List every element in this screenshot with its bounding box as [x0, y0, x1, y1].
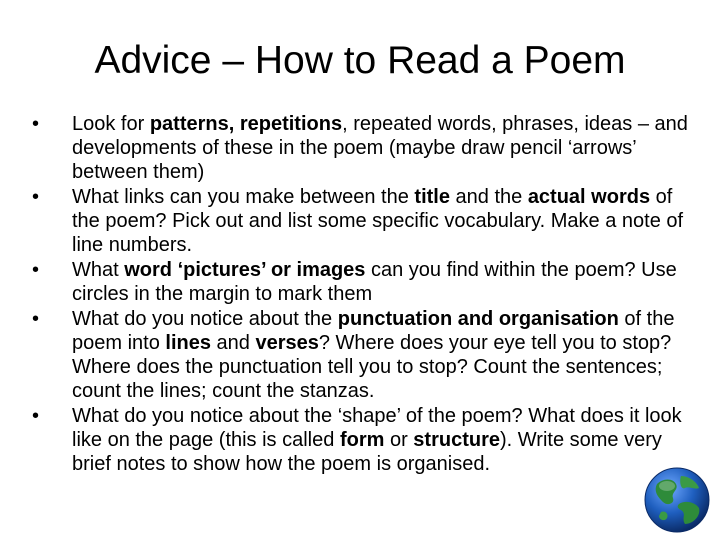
bullet-item-1 — [22, 112, 702, 184]
bullet-marker: • — [32, 405, 40, 427]
bullet-list — [22, 112, 702, 477]
bullet-marker: • — [32, 259, 40, 281]
bullet-text: What do you notice about the ‘shape’ of the poem? What does it look like on the page (this is called form or structure). Write some very brief notes to show how the poem is organised. — [72, 405, 682, 475]
bullet-item-4 — [22, 307, 702, 403]
bullet-item-2 — [22, 185, 702, 257]
bullet-text: Look for patterns, repetitions, repeated words, phrases, ideas – and developments of these in the poem (maybe draw pencil ‘arrows’ between them) — [72, 113, 688, 183]
bullet-marker: • — [32, 308, 40, 330]
bullet-marker: • — [32, 113, 40, 135]
bullet-item-3 — [22, 258, 702, 306]
bullet-text: What links can you make between the title and the actual words of the poem? Pick out and list some specific vocabulary. Make a note of line numbers. — [72, 186, 684, 256]
bullet-marker: • — [32, 186, 40, 208]
bullet-item-5 — [22, 404, 702, 476]
globe-icon — [643, 466, 711, 534]
bullet-text: What word ‘pictures’ or images can you find within the poem? Use circles in the margin to mark them — [72, 259, 677, 305]
slide-title: Advice – How to Read a Poem — [94, 39, 626, 82]
bullet-text: What do you notice about the punctuation and organisation of the poem into lines and verses? Where does your eye tell you to stop? Where does the punctuation tell you to stop? Count the sentences; count the lines; count the stanzas. — [72, 308, 675, 402]
